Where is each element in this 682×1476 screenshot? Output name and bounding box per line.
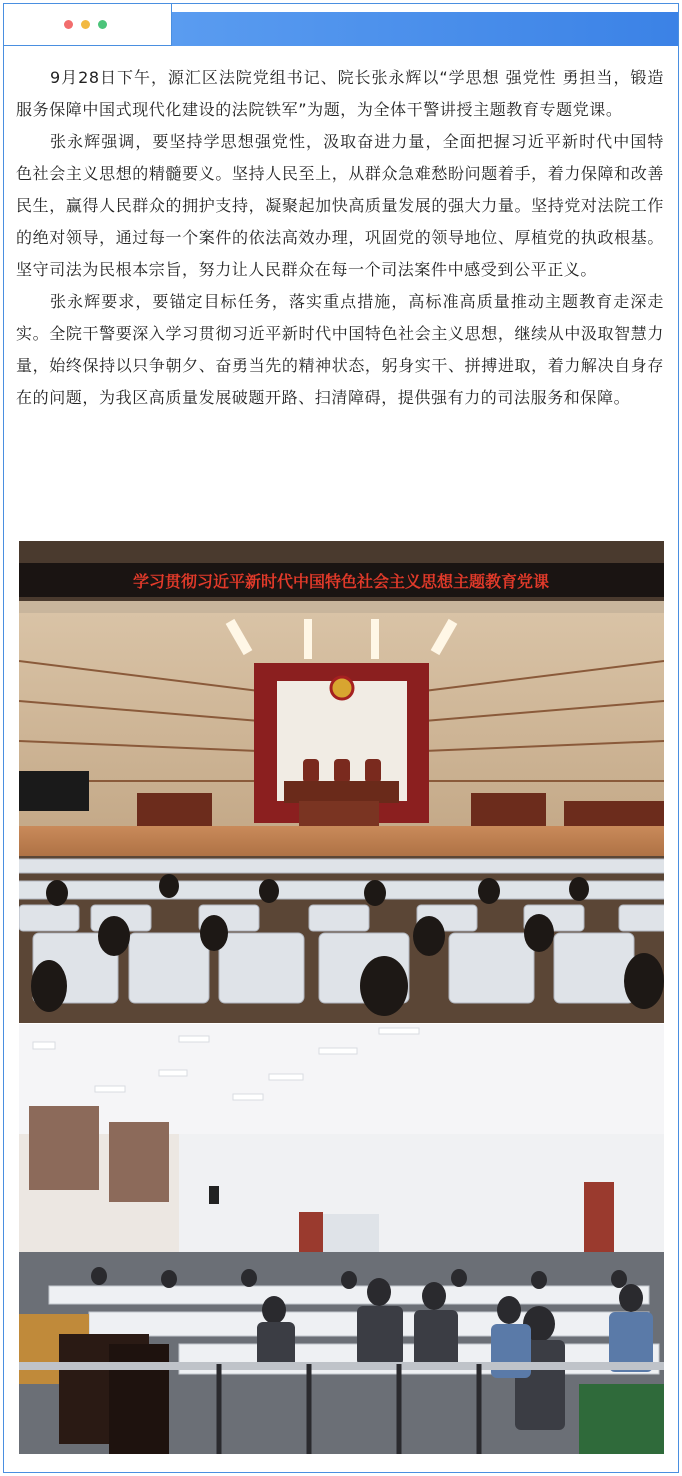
header-blue-bar (172, 12, 678, 46)
courtroom-photo (19, 541, 664, 1023)
article-body (16, 62, 664, 414)
banner-text: 学习贯彻习近平新时代中国特色社会主义思想主题教育党课 (132, 572, 550, 591)
red-dot-icon (64, 20, 73, 29)
paragraph: 张永辉强调，要坚持学思想强党性，汲取奋进力量，全面把握习近平新时代中国特色社会主义思想的精髓要义。坚持人民至上，从群众急难愁盼问题着手，着力保障和改善民生，赢得人民群众的拥护支持，凝聚起加快高质量发展的强大力量。坚持党对法院工作的绝对领导，通过每一个案件的依法高效办理，巩固党的领导地位、厚植党的执政根基。坚守司法为民根本宗旨，努力让人民群众在每一个司法案件中感受到公平正义。 (16, 132, 664, 279)
card-header (4, 4, 678, 48)
paragraph: 9月28日下午，源汇区法院党组书记、院长张永辉以“学思想 强党性 勇担当，锻造服务保障中国式现代化建设的法院铁军”为题，为全体干警讲授主题教育专题党课。 (16, 68, 664, 119)
paragraph: 张永辉要求，要锚定目标任务，落实重点措施，高标准高质量推动主题教育走深走实。全院干警要深入学习贯彻习近平新时代中国特色社会主义思想，继续从中汲取智慧力量，始终保持以只争朝夕、奋勇当先的精神状态，躬身实干、拼搏进取，着力解决自身存在的问题，为我区高质量发展破题开路、扫清障碍，提供强有力的司法服务和保障。 (16, 292, 664, 407)
audience-photo (19, 1024, 664, 1454)
green-dot-icon (98, 20, 107, 29)
window-dots (64, 20, 107, 29)
yellow-dot-icon (81, 20, 90, 29)
header-tab (4, 4, 172, 46)
